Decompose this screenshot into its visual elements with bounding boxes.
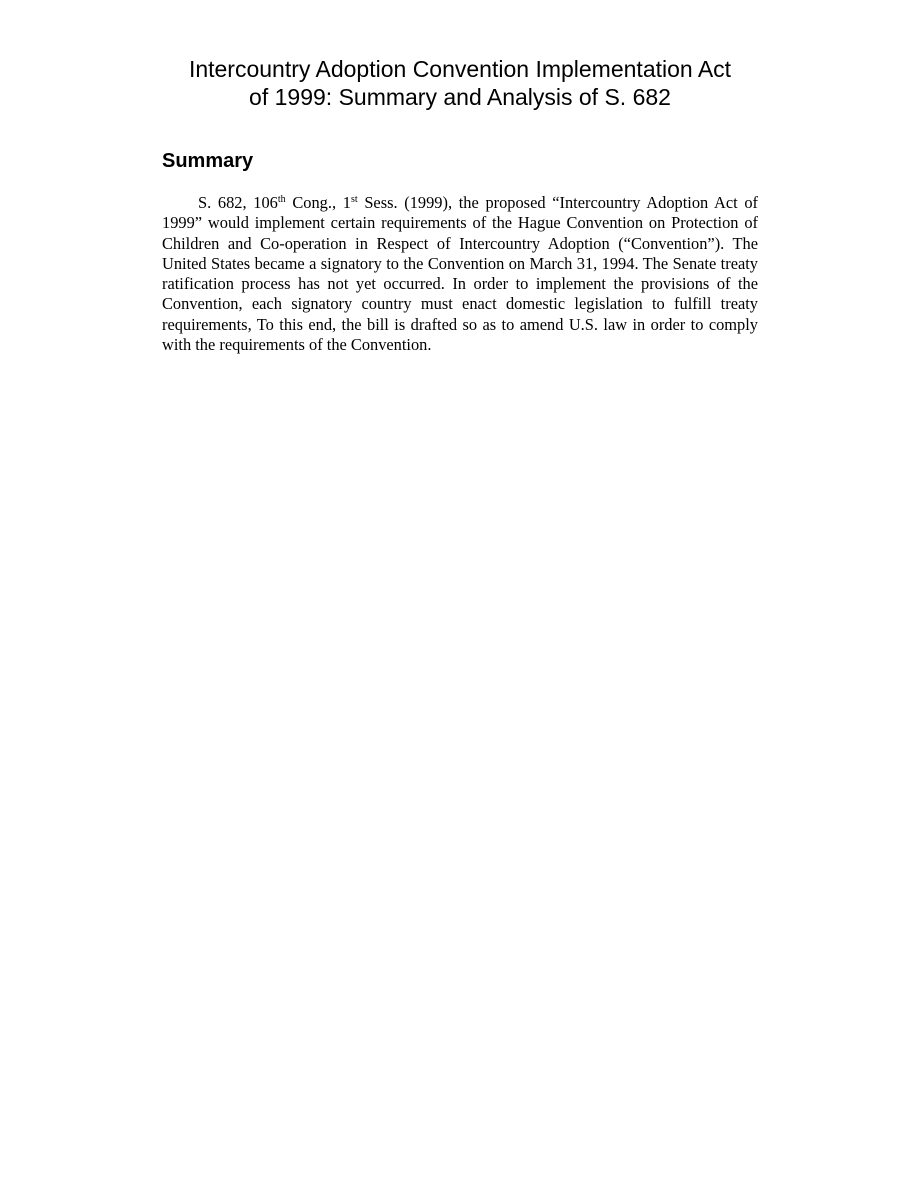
ordinal-suffix-th: th xyxy=(277,194,286,205)
title-line-2: of 1999: Summary and Analysis of S. 682 xyxy=(249,84,671,110)
paragraph-text-part-1: S. 682, 106 xyxy=(198,193,278,212)
summary-paragraph xyxy=(162,193,758,355)
title-line-1: Intercountry Adoption Convention Implementation Act xyxy=(188,56,732,82)
section-heading-summary: Summary xyxy=(162,150,254,172)
document-title xyxy=(150,55,770,111)
paragraph-text-part-2: Cong., 1 xyxy=(285,193,351,212)
paragraph-text-part-3: Sess. (1999), the proposed “Intercountry Adoption Act of 1999” would implement certain requirements of the Hague Convention on Protection of Children and Co-operation in Respect of Intercountry Adoption (“Convention”). The United States became a signatory to the Convention on March 31, 1994. The Senate treaty ratification process has not yet occurred. In order to implement the provisions of the Convention, each signatory country must enact domestic legislation to fulfill treaty requirements, To this end, the bill is drafted so as to amend U.S. law in order to comply with the requirements of the Convention. xyxy=(162,193,759,355)
ordinal-suffix-st: st xyxy=(350,194,358,205)
